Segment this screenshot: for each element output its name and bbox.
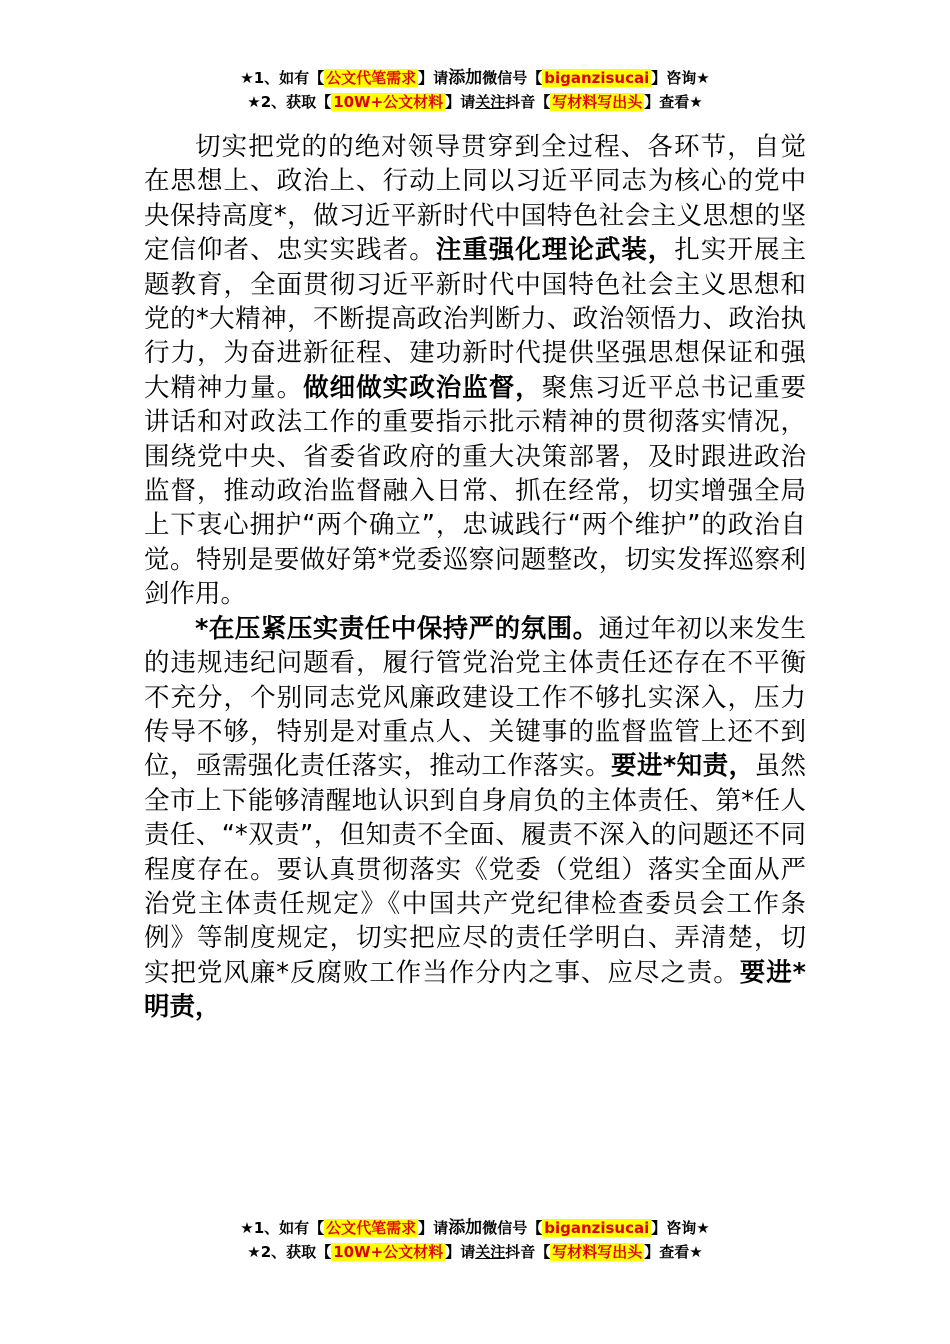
banner-text: 】请	[445, 1243, 476, 1261]
text-run: 切实把党的的绝对领导贯穿到全过程、各环节，自觉在思想上、政治上、行动上同以习近平同志为核心的党中央保持高度*，做习近平新时代中国特色社会主义思想的坚定信仰者、忠实实践者。	[144, 132, 806, 266]
banner-text: 抖音【	[505, 1243, 551, 1261]
banner-text-follow: 关注	[475, 1243, 506, 1261]
highlight-douyin: 写材料写出头	[552, 93, 643, 111]
paragraph-2	[144, 612, 806, 1025]
text-run: 通过年初以来发生的违规违纪问题看，履行管党治党主体责任还存在不平衡不充分，个别同志党风廉政建设工作不够扎实深入，压力传导不够，特别是对重点人、关键事的监督监管上还不到位，亟需强化责任落实，推动工作落实。	[144, 613, 806, 782]
highlight-service: 公文代笔需求	[326, 1219, 417, 1237]
banner-text: 】请	[418, 1219, 449, 1237]
bold-heading: 注重强化理论武装，	[435, 235, 675, 266]
highlight-materials: 10W+公文材料	[333, 93, 444, 111]
highlight-materials: 10W+公文材料	[333, 1243, 444, 1261]
text-run: 聚焦习近平总书记重要讲话和对政法工作的重要指示批示精神的贯彻落实情况，围绕党中央、省委省政府的重大决策部署，及时跟进政治监督，推动政治监督融入日常、抓在经常，切实增强全局上下衷心拥护“两个确立”，忠诚践行“两个维护”的政治自觉。特别是要做好第*党委巡察问题整改，切实发挥巡察利剑作用。	[144, 372, 806, 610]
star-icon: ★	[247, 93, 261, 111]
bold-heading: 要进*知责，	[611, 751, 755, 782]
bold-heading: 要进*明责，	[144, 957, 806, 1023]
banner-text: 】请	[418, 69, 449, 87]
bold-heading: 做细做实政治监督，	[303, 372, 542, 403]
star-icon: ★	[240, 1219, 254, 1237]
banner-text: 微信号【	[482, 1219, 543, 1237]
banner-text-follow: 关注	[475, 93, 506, 111]
banner-line-2	[0, 1240, 950, 1264]
header-banner	[0, 66, 950, 114]
banner-text: 抖音【	[505, 93, 551, 111]
banner-text: 2、获取【	[260, 1243, 332, 1261]
highlight-service: 公文代笔需求	[326, 69, 417, 87]
banner-line-2	[0, 90, 950, 114]
text-run: 虽然全市上下能够清醒地认识到自身肩负的主体责任、第*任人责任、“*双责”，但知责不全面、履责不深入的问题还不同程度存在。要认真贯彻落实《党委（党组）落实全面从严治党主体责任规定》《中国共产党纪律检查委员会工作条例》等制度规定，切实把应尽的责任学明白、弄清楚，切实把党风廉*反腐败工作当作分内之事、应尽之责。	[144, 751, 806, 988]
banner-text: 】请	[445, 93, 476, 111]
highlight-douyin: 写材料写出头	[552, 1243, 643, 1261]
banner-text-add: 添加	[448, 68, 483, 88]
footer-banner	[0, 1216, 950, 1264]
banner-text: 2、获取【	[260, 93, 332, 111]
highlight-wechat-id: biganzisucai	[544, 69, 650, 87]
banner-text: 1、如有【	[253, 1219, 325, 1237]
document-body	[144, 130, 806, 1025]
star-icon: ★	[247, 1243, 261, 1261]
banner-text: 】查看★	[644, 93, 703, 111]
banner-text-add: 添加	[448, 1218, 483, 1238]
banner-text: 】查看★	[644, 1243, 703, 1261]
banner-text: 1、如有【	[253, 69, 325, 87]
star-icon: ★	[240, 69, 254, 87]
text-run: 扎实开展主题教育，全面贯彻习近平新时代中国特色社会主义思想和党的*大精神，不断提高政治判断力、政治领悟力、政治执行力，为奋进新征程、建功新时代提供坚强思想保证和强大精神力量。	[144, 235, 806, 403]
banner-text: 】咨询★	[651, 69, 710, 87]
paragraph-1	[144, 130, 806, 612]
banner-line-1	[0, 1216, 950, 1240]
bold-heading: *在压紧压实责任中保持严的氛围。	[195, 613, 599, 644]
banner-text: 】咨询★	[651, 1219, 710, 1237]
highlight-wechat-id: biganzisucai	[544, 1219, 650, 1237]
banner-text: 微信号【	[482, 69, 543, 87]
banner-line-1	[0, 66, 950, 90]
